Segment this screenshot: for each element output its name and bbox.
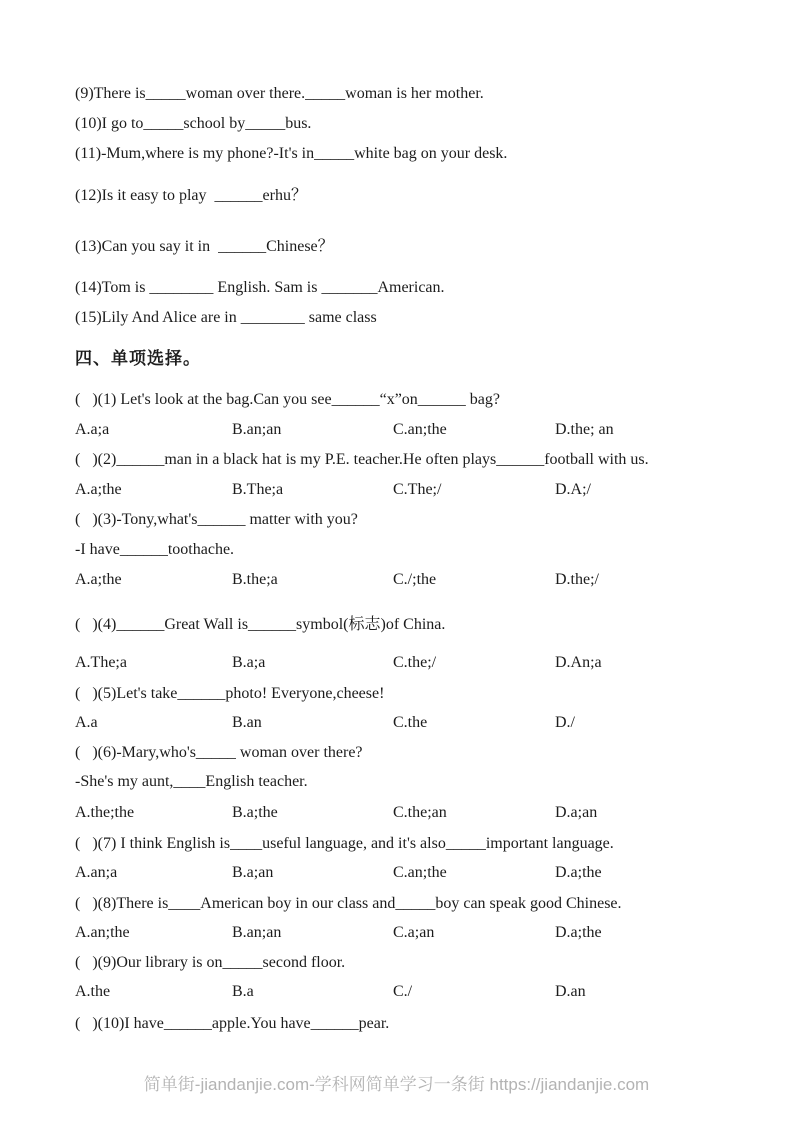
option-c: C.an;the [393, 864, 447, 881]
option-d: D.the; an [555, 421, 614, 438]
option-a: A.The;a [75, 654, 127, 671]
option-c: C.the;an [393, 804, 447, 821]
fill-blank-item-11: (11)-Mum,where is my phone?-It's in_____white bag on your desk. [75, 145, 508, 162]
option-c: C./ [393, 983, 413, 1000]
option-a: A.the [75, 983, 111, 1000]
option-b: B.the;a [232, 571, 278, 588]
option-c: C.a;an [393, 924, 435, 941]
option-a: A.a [75, 714, 98, 731]
mc-question-2-options [75, 480, 773, 502]
footer-watermark: 简单街-jiandanjie.com-学科网简单学习一条街 https://jiandanjie.com [143, 1075, 650, 1094]
mc-question-2-line: ( )(2)______man in a black hat is my P.E. teacher.He often plays______football with us. [75, 451, 649, 468]
mc-question-3-line: ( )(3)-Tony,what's______ matter with you? [75, 511, 358, 528]
option-d: D.An;a [555, 654, 602, 671]
option-b: B.an;an [232, 421, 282, 438]
option-b: B.a;an [232, 864, 274, 881]
option-b: B.The;a [232, 481, 284, 498]
mc-question-8-options [75, 923, 773, 945]
option-d: D.a;the [555, 924, 602, 941]
mc-question-5-options [75, 713, 773, 735]
mc-question-6-options [75, 803, 773, 825]
option-a: A.a;the [75, 571, 122, 588]
option-b: B.a;the [232, 804, 278, 821]
option-a: A.the;the [75, 804, 135, 821]
section-heading: 四、单项选择。 [75, 349, 201, 368]
option-c: C.the [393, 714, 428, 731]
option-d: D.a;an [555, 804, 598, 821]
fill-blank-item-10: (10)I go to_____school by_____bus. [75, 115, 312, 132]
mc-question-6-line-2: -She's my aunt,____English teacher. [75, 773, 308, 790]
fill-blank-item-15: (15)Lily And Alice are in ________ same class [75, 309, 377, 326]
option-b: B.a;a [232, 654, 266, 671]
mc-question-9-line: ( )(9)Our library is on_____second floor. [75, 954, 346, 971]
mc-question-4-options [75, 653, 773, 675]
mc-question-7-line: ( )(7) I think English is____useful language, and it's also_____important language. [75, 835, 614, 852]
fill-blank-item-13: (13)Can you say it in ______Chinese？ [75, 238, 334, 255]
option-d: D.an [555, 983, 586, 1000]
option-c: C.the;/ [393, 654, 437, 671]
option-d: D.the;/ [555, 571, 599, 588]
option-b: B.an [232, 714, 262, 731]
option-a: A.an;the [75, 924, 130, 941]
option-c: C.an;the [393, 421, 447, 438]
fill-blank-item-12: (12)Is it easy to play ______erhu？ [75, 187, 307, 204]
mc-question-1-options [75, 420, 773, 442]
option-d: D.a;the [555, 864, 602, 881]
mc-question-3-line-2: -I have______toothache. [75, 541, 235, 558]
option-c: C./;the [393, 571, 437, 588]
option-c: C.The;/ [393, 481, 442, 498]
fill-blank-item-9: (9)There is_____woman over there._____woman is her mother. [75, 85, 484, 102]
mc-question-3-options [75, 570, 773, 592]
mc-question-4-line: ( )(4)______Great Wall is______symbol(标志)of China. [75, 616, 446, 633]
option-a: A.a;a [75, 421, 110, 438]
option-a: A.an;a [75, 864, 118, 881]
mc-question-10-line: ( )(10)I have______apple.You have______pear. [75, 1015, 390, 1032]
mc-question-5-line: ( )(5)Let's take______photo! Everyone,cheese! [75, 685, 385, 702]
mc-question-1-line: ( )(1) Let's look at the bag.Can you see______“x”on______ bag? [75, 391, 500, 408]
option-d: D.A;/ [555, 481, 591, 498]
option-d: D./ [555, 714, 575, 731]
option-a: A.a;the [75, 481, 122, 498]
option-b: B.a [232, 983, 254, 1000]
fill-blank-item-14: (14)Tom is ________ English. Sam is _______American. [75, 279, 445, 296]
option-b: B.an;an [232, 924, 282, 941]
mc-question-8-line: ( )(8)There is____American boy in our class and_____boy can speak good Chinese. [75, 895, 622, 912]
mc-question-6-line: ( )(6)-Mary,who's_____ woman over there? [75, 744, 363, 761]
mc-question-9-options [75, 982, 773, 1004]
mc-question-7-options [75, 863, 773, 885]
